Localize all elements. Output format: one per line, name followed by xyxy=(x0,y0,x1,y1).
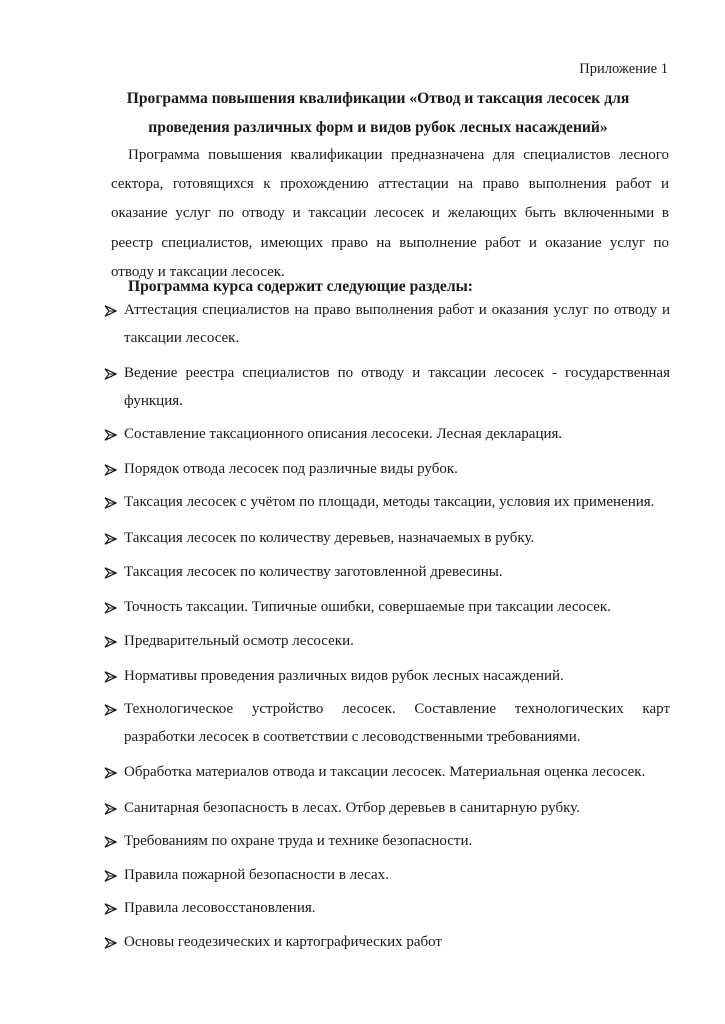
section-item xyxy=(104,297,670,352)
section-item-text: Предварительный осмотр лесосеки. xyxy=(124,633,354,649)
section-item xyxy=(104,456,670,484)
section-item-text: Таксация лесосек по количеству заготовленной древесины. xyxy=(124,564,503,580)
arrowhead-bullet-icon xyxy=(104,421,118,448)
arrowhead-bullet-icon xyxy=(104,759,118,786)
section-item-text: Точность таксации. Типичные ошибки, совершаемые при таксации лесосек. xyxy=(124,598,611,615)
section-item-text: Правила лесовосстановления. xyxy=(124,900,316,916)
section-item xyxy=(104,489,670,517)
section-item xyxy=(104,525,670,553)
sections-heading: Программа курса содержит следующие разделы: xyxy=(128,278,473,295)
arrowhead-bullet-icon xyxy=(104,862,118,889)
section-item-text: Правила пожарной безопасности в лесах. xyxy=(124,866,389,883)
arrowhead-bullet-icon xyxy=(104,628,118,655)
appendix-label: Приложение 1 xyxy=(579,61,668,77)
arrowhead-bullet-icon xyxy=(104,525,118,552)
section-item xyxy=(104,663,670,691)
arrowhead-bullet-icon xyxy=(104,828,118,855)
arrowhead-bullet-icon xyxy=(104,456,118,483)
section-item xyxy=(104,628,670,656)
section-item-text: Обработка материалов отвода и таксации лесосек. Материальная оценка лесосек. xyxy=(124,764,646,780)
section-item xyxy=(104,929,670,957)
section-item xyxy=(104,862,670,890)
section-item xyxy=(104,828,670,856)
section-item-text: Порядок отвода лесосек под различные виды рубок. xyxy=(124,460,458,477)
section-item-text: Санитарная безопасность в лесах. Отбор деревьев в санитарную рубку. xyxy=(124,799,580,816)
section-item-text: Ведение реестра специалистов по отводу и таксации лесосек - государственная функция. xyxy=(124,365,670,409)
intro-paragraph: Программа повышения квалификации предназначена для специалистов лесного сектора, готовящихся к прохождению аттестации на право выполнения работ и оказание услуг по отводу и таксации лесосек и желающих быть включенными в реестр специалистов, имеющих право на выполнение работ и оказание услуг по отводу и таксации лесосек. xyxy=(111,147,669,280)
arrowhead-bullet-icon xyxy=(104,489,118,516)
section-item xyxy=(104,759,670,787)
section-item-text: Таксация лесосек по количеству деревьев, назначаемых в рубку. xyxy=(124,529,535,546)
section-item xyxy=(104,559,670,587)
section-item xyxy=(104,895,670,923)
arrowhead-bullet-icon xyxy=(104,559,118,586)
section-item xyxy=(104,421,670,449)
arrowhead-bullet-icon xyxy=(104,663,118,690)
section-item-text: Таксация лесосек с учётом по площади, методы таксации, условия их применения. xyxy=(124,494,655,510)
section-item xyxy=(104,795,670,823)
arrowhead-bullet-icon xyxy=(104,360,118,387)
section-item xyxy=(104,360,670,415)
section-item-text: Основы геодезических и картографических работ xyxy=(124,933,442,950)
arrowhead-bullet-icon xyxy=(104,795,118,822)
section-item-text: Требованиям по охране труда и технике безопасности. xyxy=(124,833,473,849)
section-item xyxy=(104,696,670,751)
arrowhead-bullet-icon xyxy=(104,696,118,723)
section-item-text: Аттестация специалистов на право выполнения работ и оказания услуг по отводу и таксации лесосек. xyxy=(124,302,670,346)
arrowhead-bullet-icon xyxy=(104,895,118,922)
section-item xyxy=(104,594,670,622)
arrowhead-bullet-icon xyxy=(104,297,118,324)
arrowhead-bullet-icon xyxy=(104,929,118,956)
section-item-text: Технологическое устройство лесосек. Составление технологических карт разработки лесосек в соответствии с лесоводственными требованиями. xyxy=(124,701,670,745)
section-item-text: Нормативы проведения различных видов рубок лесных насаждений. xyxy=(124,667,564,684)
arrowhead-bullet-icon xyxy=(104,594,118,621)
section-item-text: Составление таксационного описания лесосеки. Лесная декларация. xyxy=(124,426,563,442)
sections-list xyxy=(104,297,670,962)
document-title: Программа повышения квалификации «Отвод и таксация лесосек для проведения различных форм и видов рубок лесных насаждений» xyxy=(126,90,630,136)
